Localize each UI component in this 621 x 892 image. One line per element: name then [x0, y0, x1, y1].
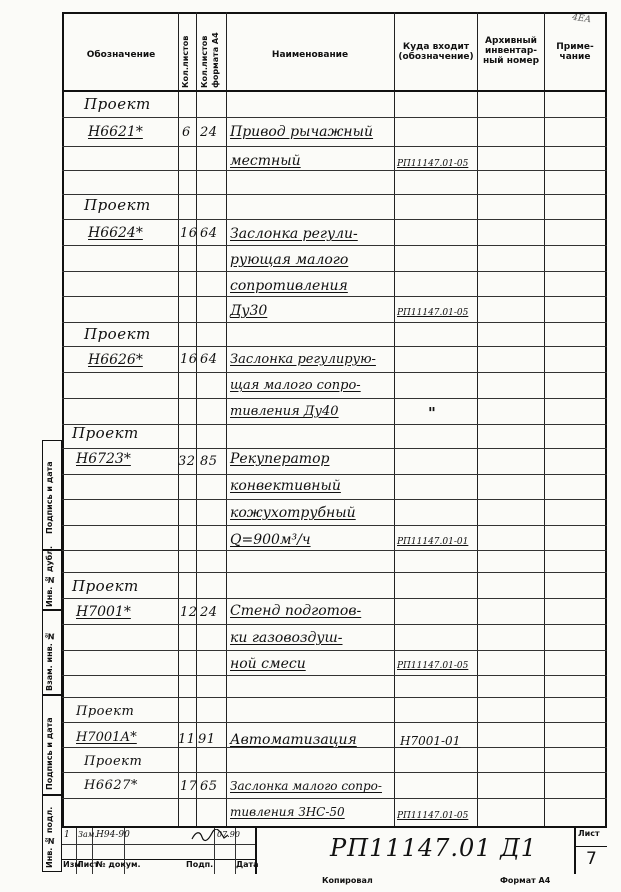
row-line — [62, 598, 607, 599]
col-divider — [544, 12, 545, 860]
designation: Н7001А* — [76, 730, 137, 745]
project-label: Проект — [84, 325, 151, 343]
sheets-a4: 91 — [198, 732, 216, 747]
designation: Н6723* — [76, 451, 131, 467]
name-line: местный — [230, 153, 301, 169]
name-line: щая малого сопро- — [230, 378, 361, 393]
row-line — [62, 772, 607, 773]
change-number: 1 — [64, 830, 70, 840]
row-line — [62, 474, 607, 475]
sheets-a4: 24 — [200, 605, 218, 620]
where-used: РП11147.01-05 — [397, 308, 469, 318]
designation: Н6621* — [88, 124, 143, 140]
sheets-a4: 24 — [200, 125, 218, 140]
change-sheet: Зам. — [78, 830, 97, 839]
name-line: Ду30 — [230, 303, 268, 319]
header-name: Наименование — [271, 50, 349, 60]
sheets-a4: 85 — [200, 454, 218, 469]
strip-label: Инв. № подл. — [45, 806, 54, 868]
project-label: Проект — [76, 704, 135, 719]
row-line — [62, 372, 607, 373]
name-line: ной смеси — [230, 656, 306, 672]
label-sign: Подп. — [186, 860, 214, 869]
row-line — [62, 219, 607, 220]
header-sheets-a4: Кол.листов формата А4 — [200, 32, 220, 88]
col-divider — [394, 12, 395, 860]
col-divider — [196, 12, 197, 860]
strip-label: Подпись и дата — [45, 461, 54, 534]
row-line — [62, 271, 607, 272]
where-used: РП11147.01-05 — [397, 159, 469, 169]
row-line — [62, 448, 607, 449]
row-line — [62, 117, 607, 118]
designation: Н6627* — [84, 778, 138, 793]
row-line — [62, 650, 607, 651]
sheets: 11 — [178, 732, 196, 747]
where-used: РП11147.01-05 — [397, 661, 469, 671]
row-line — [62, 245, 607, 246]
name-line: Заслонка малого сопро- — [230, 779, 382, 793]
sheets: 32 — [178, 454, 196, 469]
strip-label: Подпись и дата — [45, 717, 54, 790]
header-sheets: Кол.листов — [181, 35, 190, 88]
header-designation: Обозначение — [86, 50, 156, 60]
where-used: РП11147.01-05 — [397, 811, 469, 821]
row-line — [62, 722, 607, 723]
sheets: 17 — [180, 779, 198, 794]
strip-label: Инв. № дубл. — [45, 545, 54, 607]
row-line — [62, 525, 607, 526]
row-line — [62, 146, 607, 147]
name-line: сопротивления — [230, 278, 348, 294]
row-line — [62, 424, 607, 425]
where-used: Н7001-01 — [400, 734, 461, 748]
change-doc-number: Н94-90 — [96, 830, 130, 840]
where-used: РП11147.01-01 — [397, 537, 469, 547]
header-note: Приме- чание — [556, 42, 594, 62]
designation: Н6626* — [88, 352, 143, 368]
sheet-label: Лист — [578, 829, 600, 838]
signature — [190, 828, 230, 842]
row-line — [62, 322, 607, 323]
name-line: ки газовоздуш- — [230, 630, 343, 646]
label-date: Дата — [236, 860, 259, 869]
sheets: 6 — [182, 125, 191, 140]
project-label: Проект — [84, 196, 151, 214]
document-code: РП11147.01 Д1 — [330, 834, 538, 862]
name-line: конвективный — [230, 478, 341, 494]
row-line — [62, 675, 607, 676]
row-line — [62, 624, 607, 625]
name-line: рующая малого — [230, 252, 349, 268]
row-line — [62, 296, 607, 297]
footer-copied: Копировал — [322, 876, 373, 885]
label-izm: Изм — [63, 860, 81, 869]
sheet-number: 7 — [586, 849, 597, 869]
designation: Н6624* — [88, 225, 143, 241]
project-label: Проект — [72, 577, 139, 595]
row-line — [62, 346, 607, 347]
name-line: Рекуператор — [230, 451, 330, 467]
row-line — [62, 170, 607, 171]
row-line — [62, 550, 607, 551]
sheets-a4: 64 — [200, 226, 218, 241]
sheets: 12 — [180, 605, 198, 620]
change-date: 07.90 — [217, 830, 240, 839]
project-label: Проект — [84, 754, 143, 769]
name-line: Заслонка регули- — [230, 226, 358, 242]
footer-format: Формат А4 — [500, 876, 551, 885]
where-used: " — [428, 404, 437, 422]
row-line — [62, 572, 607, 573]
row-line — [62, 697, 607, 698]
header-where: Куда входит (обозначение) — [398, 42, 474, 62]
header-archive: Архивный инвентар- ный номер — [482, 36, 540, 66]
corner-mark: 4ЕА — [571, 12, 592, 26]
row-line — [62, 499, 607, 500]
name-line: Q=900м³/ч — [230, 532, 311, 548]
name-line: Привод рычажный — [230, 124, 374, 140]
sheets: 16 — [180, 226, 198, 241]
name-line: Заслонка регулирую- — [230, 352, 376, 367]
row-line — [62, 194, 607, 195]
strip-label: Взам. инв. № — [45, 631, 54, 691]
project-label: Проект — [72, 424, 139, 442]
row-line — [62, 798, 607, 799]
designation: Н7001* — [76, 604, 131, 620]
label-list: Лист — [77, 860, 99, 869]
sheets: 16 — [180, 352, 198, 367]
row-line — [62, 398, 607, 399]
name-line: тивления Ду40 — [230, 404, 339, 419]
project-label: Проект — [84, 95, 151, 113]
name-line: Автоматизация — [230, 732, 357, 748]
sheets-a4: 64 — [200, 352, 218, 367]
sheets-a4: 65 — [200, 779, 218, 794]
header-rule — [62, 90, 607, 92]
col-divider — [477, 12, 478, 860]
name-line: Стенд подготов- — [230, 603, 362, 619]
name-line: кожухотрубный — [230, 505, 356, 521]
label-doc: № докум. — [96, 860, 141, 869]
col-divider — [226, 12, 227, 860]
name-line: тивления ЗНС-50 — [230, 805, 345, 819]
